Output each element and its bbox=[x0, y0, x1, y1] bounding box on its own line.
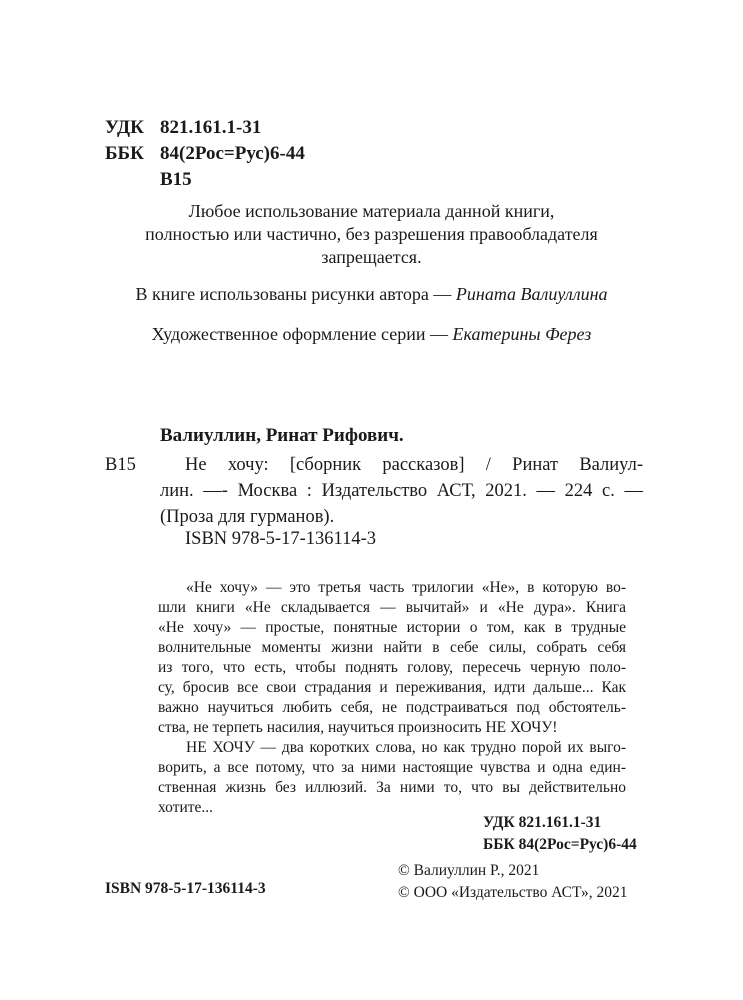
author-mark: В15 bbox=[160, 169, 192, 190]
illustrations-name: Рината Валиуллина bbox=[455, 284, 608, 304]
bbk-line bbox=[105, 141, 305, 167]
author-heading: Валиуллин, Ринат Рифович. bbox=[160, 425, 404, 446]
abstract-line: су, бросив все свои страдания и переживания, идти дальше... Как bbox=[158, 679, 626, 696]
abstract-line: ства, не терпеть насилия, научиться произносить НЕ ХОЧУ! bbox=[158, 719, 558, 736]
illustrations-prefix: В книге использованы рисунки автора — bbox=[135, 284, 456, 304]
bibliography-author-mark: В15 bbox=[105, 455, 136, 475]
footer-copyrights bbox=[398, 860, 628, 904]
copyright-author: © Валиуллин Р., 2021 bbox=[398, 862, 540, 879]
abstract-line: шли книги «Не складывается — вычитай» и «Не дура». Книга bbox=[158, 599, 626, 616]
footer-classification bbox=[483, 812, 637, 856]
footer-isbn: ISBN 978-5-17-136114-3 bbox=[105, 880, 266, 897]
illustrations-credit bbox=[0, 283, 743, 306]
notice-line-2: полностью или частично, без разрешения правообладателя bbox=[145, 224, 598, 244]
footer-bbk: ББК 84(2Рос=Рус)6-44 bbox=[483, 836, 637, 853]
notice-line-1: Любое использование материала данной книги, bbox=[188, 201, 555, 221]
abstract-line: ворить, а все потому, что за ними настоящие чувства и одна един- bbox=[158, 759, 626, 776]
author-mark-line bbox=[105, 167, 305, 193]
udk-label: УДК bbox=[105, 117, 144, 138]
classification-block bbox=[105, 115, 305, 193]
abstract-line: важно научиться любить себя, не подстраиваться под обстоятель- bbox=[158, 699, 626, 716]
bibliography-description bbox=[160, 452, 643, 530]
bbk-label: ББК bbox=[105, 143, 144, 164]
design-credit bbox=[0, 323, 743, 346]
copyright-publisher: © ООО «Издательство АСТ», 2021 bbox=[398, 884, 628, 901]
abstract-text bbox=[158, 578, 626, 818]
udk-line bbox=[105, 115, 305, 141]
bibliography-line-3: (Проза для гурманов). bbox=[160, 507, 335, 527]
abstract-line: хотите... bbox=[158, 799, 214, 816]
abstract-line: «Не хочу» — простые, понятные истории о том, как в трудные bbox=[158, 619, 626, 636]
abstract-line: из того, что есть, чтобы поднять голову, пересечь черную поло- bbox=[158, 659, 626, 676]
abstract-line: «Не хочу» — это третья часть трилогии «Не», в которую во- bbox=[186, 579, 626, 596]
footer-udk: УДК 821.161.1-31 bbox=[483, 814, 602, 831]
bibliography-line-2: лин. —- Москва : Издательство АСТ, 2021. — 224 с. — bbox=[160, 481, 643, 501]
notice-line-3: запрещается. bbox=[321, 247, 422, 267]
copyright-notice bbox=[0, 200, 743, 269]
abstract-line: НЕ ХОЧУ — два коротких слова, но как трудно порой их выго- bbox=[186, 739, 626, 756]
design-name: Екатерины Ферез bbox=[452, 324, 592, 344]
bibliography-line-1: Не хочу: [сборник рассказов] / Ринат Валиул- bbox=[185, 455, 643, 475]
abstract-line: волнительные моменты жизни найти в себе силы, собрать себя bbox=[158, 639, 626, 656]
abstract-line: ственная жизнь без иллюзий. За ними то, что вы действительно bbox=[158, 779, 626, 796]
design-prefix: Художественное оформление серии — bbox=[151, 324, 453, 344]
bibliography-isbn: ISBN 978-5-17-136114-3 bbox=[185, 529, 376, 549]
udk-value: 821.161.1-31 bbox=[160, 117, 262, 138]
bbk-value: 84(2Рос=Рус)6-44 bbox=[160, 143, 305, 164]
